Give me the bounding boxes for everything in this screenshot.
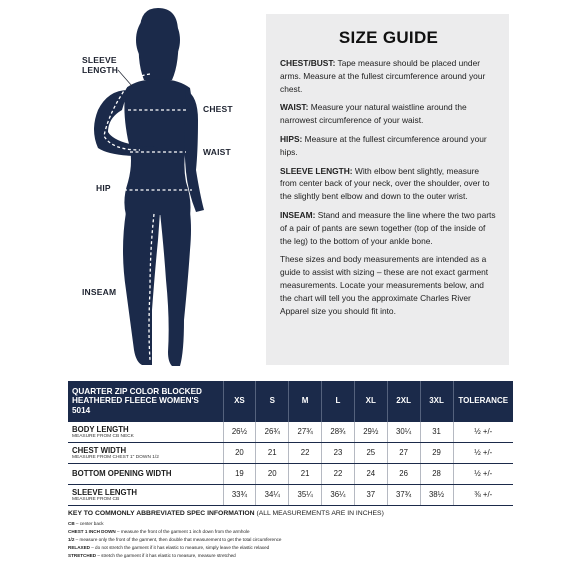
table-cell: 21 [256, 442, 289, 463]
table-cell: 27¾ [289, 421, 322, 442]
body-figure [0, 0, 260, 380]
size-guide-panel [266, 14, 509, 365]
col-header: M [289, 381, 322, 421]
guide-term: CHEST/BUST: [280, 58, 336, 68]
col-header: 2XL [387, 381, 420, 421]
guide-text: Measure at the fullest circumference around your hips. [280, 133, 487, 157]
inseam-label: INSEAM [82, 287, 117, 297]
table-cell: ½ +/- [453, 442, 513, 463]
table-row [68, 463, 513, 484]
table-header-row [68, 381, 513, 421]
table-cell: 29 [420, 442, 453, 463]
col-header: 3XL [420, 381, 453, 421]
col-header: L [322, 381, 355, 421]
guide-text: With elbow bent slightly, measure from center back of your neck, over the shoulder, over to the slightly bent elbow and down to the outer wrist. [280, 165, 490, 202]
guide-term: WAIST: [280, 102, 309, 113]
table-cell: 20 [256, 463, 289, 484]
table-cell: 35¼ [289, 484, 322, 505]
guide-item-waist [280, 101, 497, 127]
table-cell: 21 [289, 463, 322, 484]
table-cell: 23 [322, 442, 355, 463]
table-cell: 26½ [223, 421, 256, 442]
guide-note: These sizes and body measurements are intended as a guide to assist with sizing – these are not exact garment measurements. Locate your measurements below, and the chart will tell you the approximate Charles River Apparel size you should fit into. [280, 254, 489, 316]
table-row [68, 442, 513, 463]
table-cell: 38½ [420, 484, 453, 505]
table-cell: 33¾ [223, 484, 256, 505]
table-cell: 26¾ [256, 421, 289, 442]
table-cell: ⅜ +/- [453, 484, 513, 505]
guide-item-inseam [280, 209, 497, 247]
row-label: CHEST WIDTH MEASURE FROM CHEST 1" DOWN 1/2 [68, 442, 223, 463]
guide-term: INSEAM: [280, 209, 316, 220]
table-cell: 37 [354, 484, 387, 505]
key-item: 1/2 – measure only the front of the garment, then double that measurement to get the total circumference [68, 537, 282, 542]
table-cell: 34¼ [256, 484, 289, 505]
table-cell: 28¾ [322, 421, 355, 442]
table-cell: 28 [420, 463, 453, 484]
table-cell: 22 [289, 442, 322, 463]
key-title: KEY TO COMMONLY ABBREVIATED SPEC INFORMATION (ALL MEASUREMENTS ARE IN INCHES) [68, 510, 384, 517]
col-header: S [256, 381, 289, 421]
key-item: CHEST 1 INCH DOWN – measure the front of the garment 1 inch down from the armhole [68, 529, 250, 534]
size-guide-title: SIZE GUIDE [338, 28, 439, 47]
col-header: XL [354, 381, 387, 421]
table-cell: 30¼ [387, 421, 420, 442]
abbreviation-key [68, 510, 513, 560]
guide-text: Stand and measure the line where the two parts of a pair of pants are sewn together (top of the inside of the leg) to the bottom of your ankle bone. [280, 209, 496, 246]
table-cell: 20 [223, 442, 256, 463]
key-item: CB – center back [68, 521, 104, 526]
size-chart-table [68, 381, 513, 506]
table-cell: 37¾ [387, 484, 420, 505]
table-cell: 25 [354, 442, 387, 463]
guide-text: Tape measure should be placed under arms. Measure at the fullest circumference around your chest. [280, 58, 486, 94]
guide-item-chest [280, 57, 497, 95]
table-cell: ½ +/- [453, 463, 513, 484]
hip-label: HIP [96, 183, 111, 193]
guide-text: Measure your natural waistline around the narrowest circumference of your waist. [280, 102, 467, 126]
sleeve-length-label: SLEEVE LENGTH [82, 55, 119, 75]
row-label: BOTTOM OPENING WIDTH [68, 463, 223, 484]
chest-label: CHEST [203, 104, 233, 114]
table-row [68, 421, 513, 442]
table-cell: 26 [387, 463, 420, 484]
table-cell: 31 [420, 421, 453, 442]
waist-label: WAIST [203, 147, 231, 157]
key-item: RELAXED – do not stretch the garment if it has elastic to measure, simply leave the elastic relaxed [68, 545, 270, 550]
woman-silhouette-icon [0, 0, 260, 380]
row-label: SLEEVE LENGTH MEASURE FROM CB [68, 484, 223, 505]
table-cell: 22 [322, 463, 355, 484]
col-header: XS [223, 381, 256, 421]
table-cell: 36¼ [322, 484, 355, 505]
guide-item-hips [280, 133, 497, 159]
key-item: STRETCHED – stretch the garment if it has elastic to measure, measure stretched [68, 553, 236, 558]
table-cell: 19 [223, 463, 256, 484]
product-title: QUARTER ZIP COLOR BLOCKED HEATHERED FLEECE WOMEN'S 5014 [68, 381, 223, 421]
guide-term: HIPS: [280, 133, 303, 144]
row-label: BODY LENGTH MEASURE FROM CB NECK [68, 421, 223, 442]
guide-term: SLEEVE LENGTH: [280, 165, 353, 176]
guide-item-sleeve [280, 165, 497, 203]
table-cell: ½ +/- [453, 421, 513, 442]
col-header: TOLERANCE [453, 381, 513, 421]
table-row [68, 484, 513, 505]
table-cell: 29½ [354, 421, 387, 442]
table-cell: 27 [387, 442, 420, 463]
table-cell: 24 [354, 463, 387, 484]
